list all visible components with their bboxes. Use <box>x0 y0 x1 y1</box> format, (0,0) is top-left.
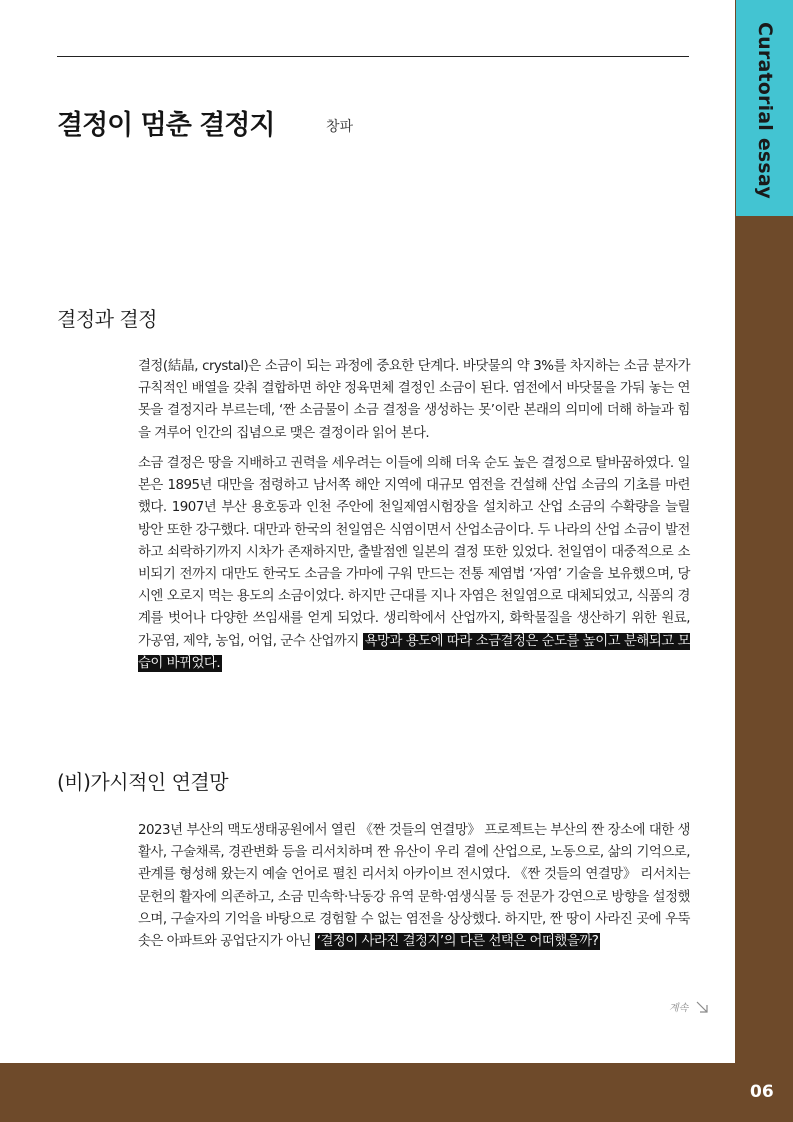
continue-label: 계속 <box>669 1003 689 1014</box>
arrow-down-right-icon <box>696 1001 708 1013</box>
body-paragraph <box>138 820 690 953</box>
paragraph-text: 소금 결정은 땅을 지배하고 권력을 세우려는 이들에 의해 더욱 순도 높은 결정으로 탈바꿈하였다. 일본은 1895년 대만을 점령하고 남서쪽 해안 지역에 대규모 염전을 건설해 산업 소금의 기초를 마련했다. 1907년 부산 용호동과 인천 주안에 천일제염시험장을 설치하고 산업 소금의 수확량을 늘릴 방안 또한 강구했다. 대만과 한국의 천일염은 식염이면서 산업소금이다. 두 나라의 산업 소금이 발전하고 쇠락하기까지 시차가 존재하지만, 출발점엔 일본의 결정 또한 있었다. 천일염이 대중적으로 소비되기 전까지 대만도 한국도 소금을 가마에 구워 만드는 전통 제염법 ‘자염’ 기술을 보유했으며, 당시엔 오로지 먹는 용도의 소금이었다. 하지만 근대를 지나 자염은 천일염으로 대체되었고, 식품의 경계를 벗어나 다양한 쓰임새를 얻게 되었다. 생리학에서 산업까지, 화학물질을 생산하기 위한 원료, 가공염, 제약, 농업, 어업, 군수 산업까지 <box>138 456 690 649</box>
top-rule <box>57 56 689 57</box>
essay-title: 결정이 멈춘 결정지 <box>57 110 275 141</box>
section-heading-network: (비)가시적인 연결망 <box>57 770 229 794</box>
body-paragraph <box>138 356 690 445</box>
section-tab-label: Curatorial essay <box>754 22 776 199</box>
highlighted-text: 욕망과 용도에 따라 소금결정은 순도를 높이고 분해되고 모습이 바뀌었다. <box>138 633 690 671</box>
author-name: 창파 <box>326 119 354 135</box>
paragraph-text: 2023년 부산의 맥도생태공원에서 열린 《짠 것들의 연결망》 프로젝트는 부산의 짠 장소에 대한 생활사, 구술채록, 경관변화 등을 리서치하며 짠 유산이 우리 곁에 산업으로, 노동으로, 삶의 기억으로, 관계를 형성해 왔는지 예술 언어로 펼친 리서치 아카이브 전시였다. 《짠 것들의 연결망》 리서치는 문헌의 활자에 의존하고, 소금 민속학·낙동강 유역 문학·염생식물 등 전문가 강연으로 방향을 설정했으며, 구술자의 기억을 바탕으로 경험할 수 없는 염전을 상상했다. 하지만, 짠 땅이 사라진 곳에 우뚝 솟은 아파트와 공업단지가 아닌 <box>138 823 690 950</box>
continue-link[interactable] <box>669 999 708 1014</box>
body-paragraph <box>138 453 690 675</box>
highlighted-text: ‘결정이 사라진 결정지’의 다른 선택은 어떠했을까? <box>316 934 599 950</box>
paragraph-text: 결정(結晶, crystal)은 소금이 되는 과정에 중요한 단계다. 바닷물의 약 3%를 차지하는 소금 분자가 규칙적인 배열을 갖춰 결합하면 하얀 정육면체 결정인 소금이 된다. 염전에서 바닷물을 가둬 놓는 연못을 결정지라 부르는데, ‘짠 소금물이 소금 결정을 생성하는 못’이란 본래의 의미에 더해 하늘과 힘을 겨루어 인간의 집념으로 맺은 결정이라 읽어 본다. <box>138 359 690 441</box>
section-heading-crystal: 결정과 결정 <box>57 307 157 331</box>
page-number: 06 <box>750 1082 774 1102</box>
